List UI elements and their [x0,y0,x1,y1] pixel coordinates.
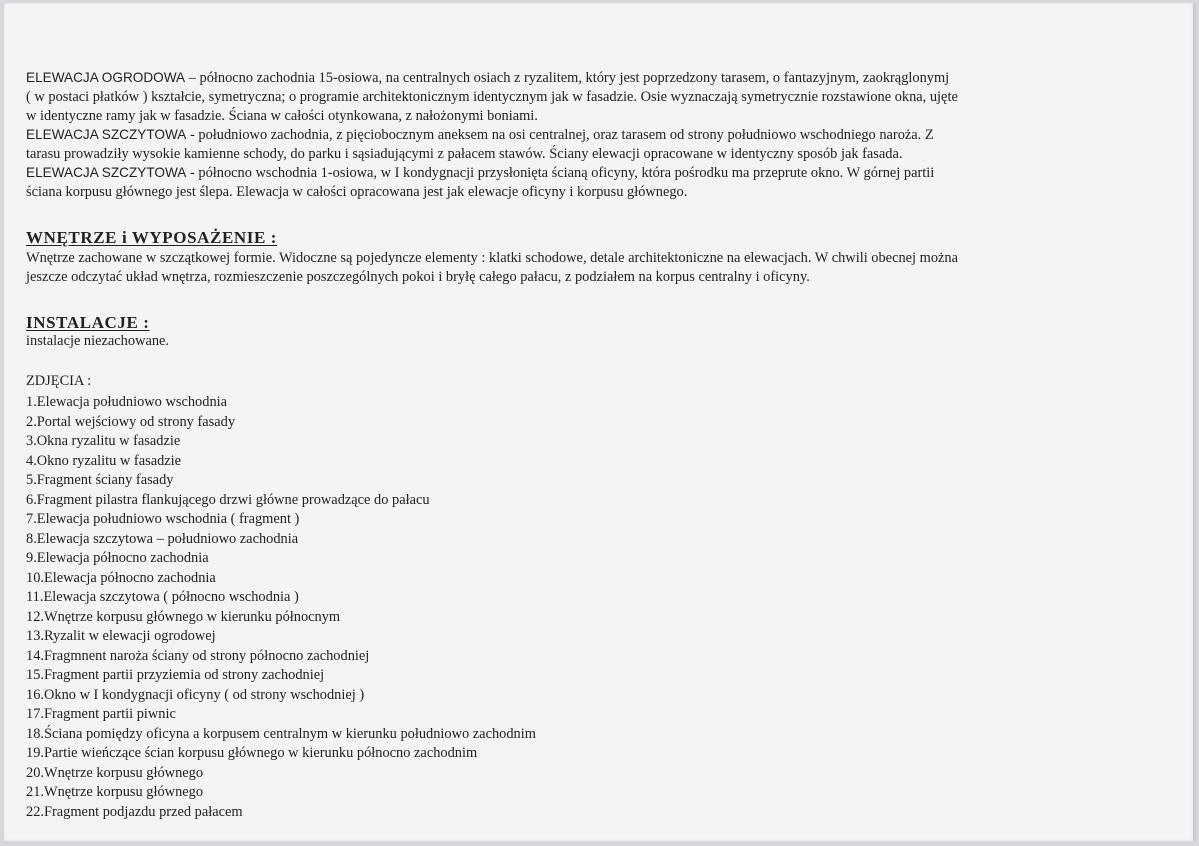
text-line: jeszcze odczytać układ wnętrza, rozmieszczenie poszczególnych pokoi i bryłę całego pałacu, z podziałem na korpus centralny i oficyny. [26,269,810,285]
photo-list-item: 18.Ściana pomiędzy oficyna a korpusem centralnym w kierunku południowo zachodnim [26,725,536,742]
photo-list-item: 10.Elewacja północno zachodnia [26,569,216,586]
photo-list-item: 13.Ryzalit w elewacji ogrodowej [26,628,216,644]
photo-list-item: 9.Elewacja północno zachodnia [26,550,209,566]
photo-list-item: 14.Fragmnent naroża ściany od strony północno zachodniej [26,647,370,664]
text-line [26,145,1166,164]
line-text: ( w postaci płatków ) kształcie, symetryczna; o programie architektonicznym identycznym jak w fasadzie. Osie wyznaczają symetrycznie rozstawione okna, ujęte [26,89,958,105]
line-text: - północno wschodnia 1-osiowa, w I kondygnacji przysłonięta ścianą oficyny, która pośrodku ma przeprute okno. W górnej partii [186,165,935,181]
text-line [26,68,1166,88]
section-label: ELEWACJA SZCZYTOWA [26,127,187,142]
interior-paragraph [26,249,1166,287]
line-text: - południowo zachodnia, z pięciobocznym aneksem na osi centralnej, oraz tarasem od strony południowo wschodniego naroża. Z [186,127,934,143]
photo-list-item: 6.Fragment pilastra flankującego drzwi główne prowadzące do pałacu [26,491,430,508]
document-page [4,3,1196,841]
photo-list-item: 17.Fragment partii piwnic [26,706,176,722]
photo-list-item: 5.Fragment ściany fasady [26,472,174,488]
line-text: ściana korpusu głównego jest ślepa. Elewacja w całości opracowana jest jak elewacje oficyny i korpusu głównego. [26,184,688,200]
photo-list [26,393,536,822]
text-line [26,125,1166,145]
photo-list-item: 16.Okno w I kondygnacji oficyny ( od strony wschodniej ) [26,686,365,703]
gable-northeast-paragraph [26,163,1166,202]
line-text: tarasu prowadziły wysokie kamienne schody, do parku i sąsiadującymi z pałacem stawów. Ściany elewacji opracowane w identyczny sposób jak fasada. [26,146,903,162]
photo-list-item: 22.Fragment podjazdu przed pałacem [26,803,243,820]
text-line [26,88,1166,107]
text-line [26,183,1166,202]
text-line: Wnętrze zachowane w szczątkowej formie. Widoczne są pojedyncze elementy : klatki schodowe, detale architektoniczne na elewacjach. W chwili obecnej można [26,250,958,266]
line-text: – północno zachodnia 15-osiowa, na centralnych osiach z ryzalitem, który jest poprzedzony tarasem, o fantazyjnym, zaokrąglonymj [185,70,950,86]
gable-southwest-paragraph [26,125,1166,164]
installations-heading: INSTALACJE : [26,313,150,332]
photo-list-item: 4.Okno ryzalitu w fasadzie [26,452,182,469]
line-text: w identyczne ramy jak w fasadzie. Ściana w całości otynkowana, z nałożonymi boniami. [26,108,538,124]
photo-list-item: 21.Wnętrze korpusu głównego [26,784,204,800]
photo-list-item: 1.Elewacja południowo wschodnia [26,394,228,410]
section-label: ELEWACJA SZCZYTOWA [26,165,187,180]
photo-list-item: 11.Elewacja szczytowa ( północno wschodnia ) [26,589,299,605]
photo-list-item: 20.Wnętrze korpusu głównego [26,764,204,781]
photo-list-item: 19.Partie wieńczące ścian korpusu głównego w kierunku północno zachodnim [26,745,478,761]
text-line [26,107,1166,126]
photo-list-item: 15.Fragment partii przyziemia od strony zachodniej [26,667,325,683]
photo-list-item: 2.Portal wejściowy od strony fasady [26,413,236,430]
interior-heading: WNĘTRZE i WYPOSAŻENIE : [26,228,278,247]
section-label: ELEWACJA OGRODOWA [26,70,186,85]
photo-list-item: 3.Okna ryzalitu w fasadzie [26,433,181,449]
photo-list-item: 7.Elewacja południowo wschodnia ( fragment ) [26,511,300,527]
text-line [26,163,1166,183]
photos-title: ZDJĘCIA : [26,373,92,389]
installations-text: instalacje niezachowane. [26,333,170,349]
photo-list-item: 8.Elewacja szczytowa – południowo zachodnia [26,530,299,547]
garden-elevation-paragraph [26,68,1166,126]
photo-list-item: 12.Wnętrze korpusu głównego w kierunku północnym [26,608,341,625]
